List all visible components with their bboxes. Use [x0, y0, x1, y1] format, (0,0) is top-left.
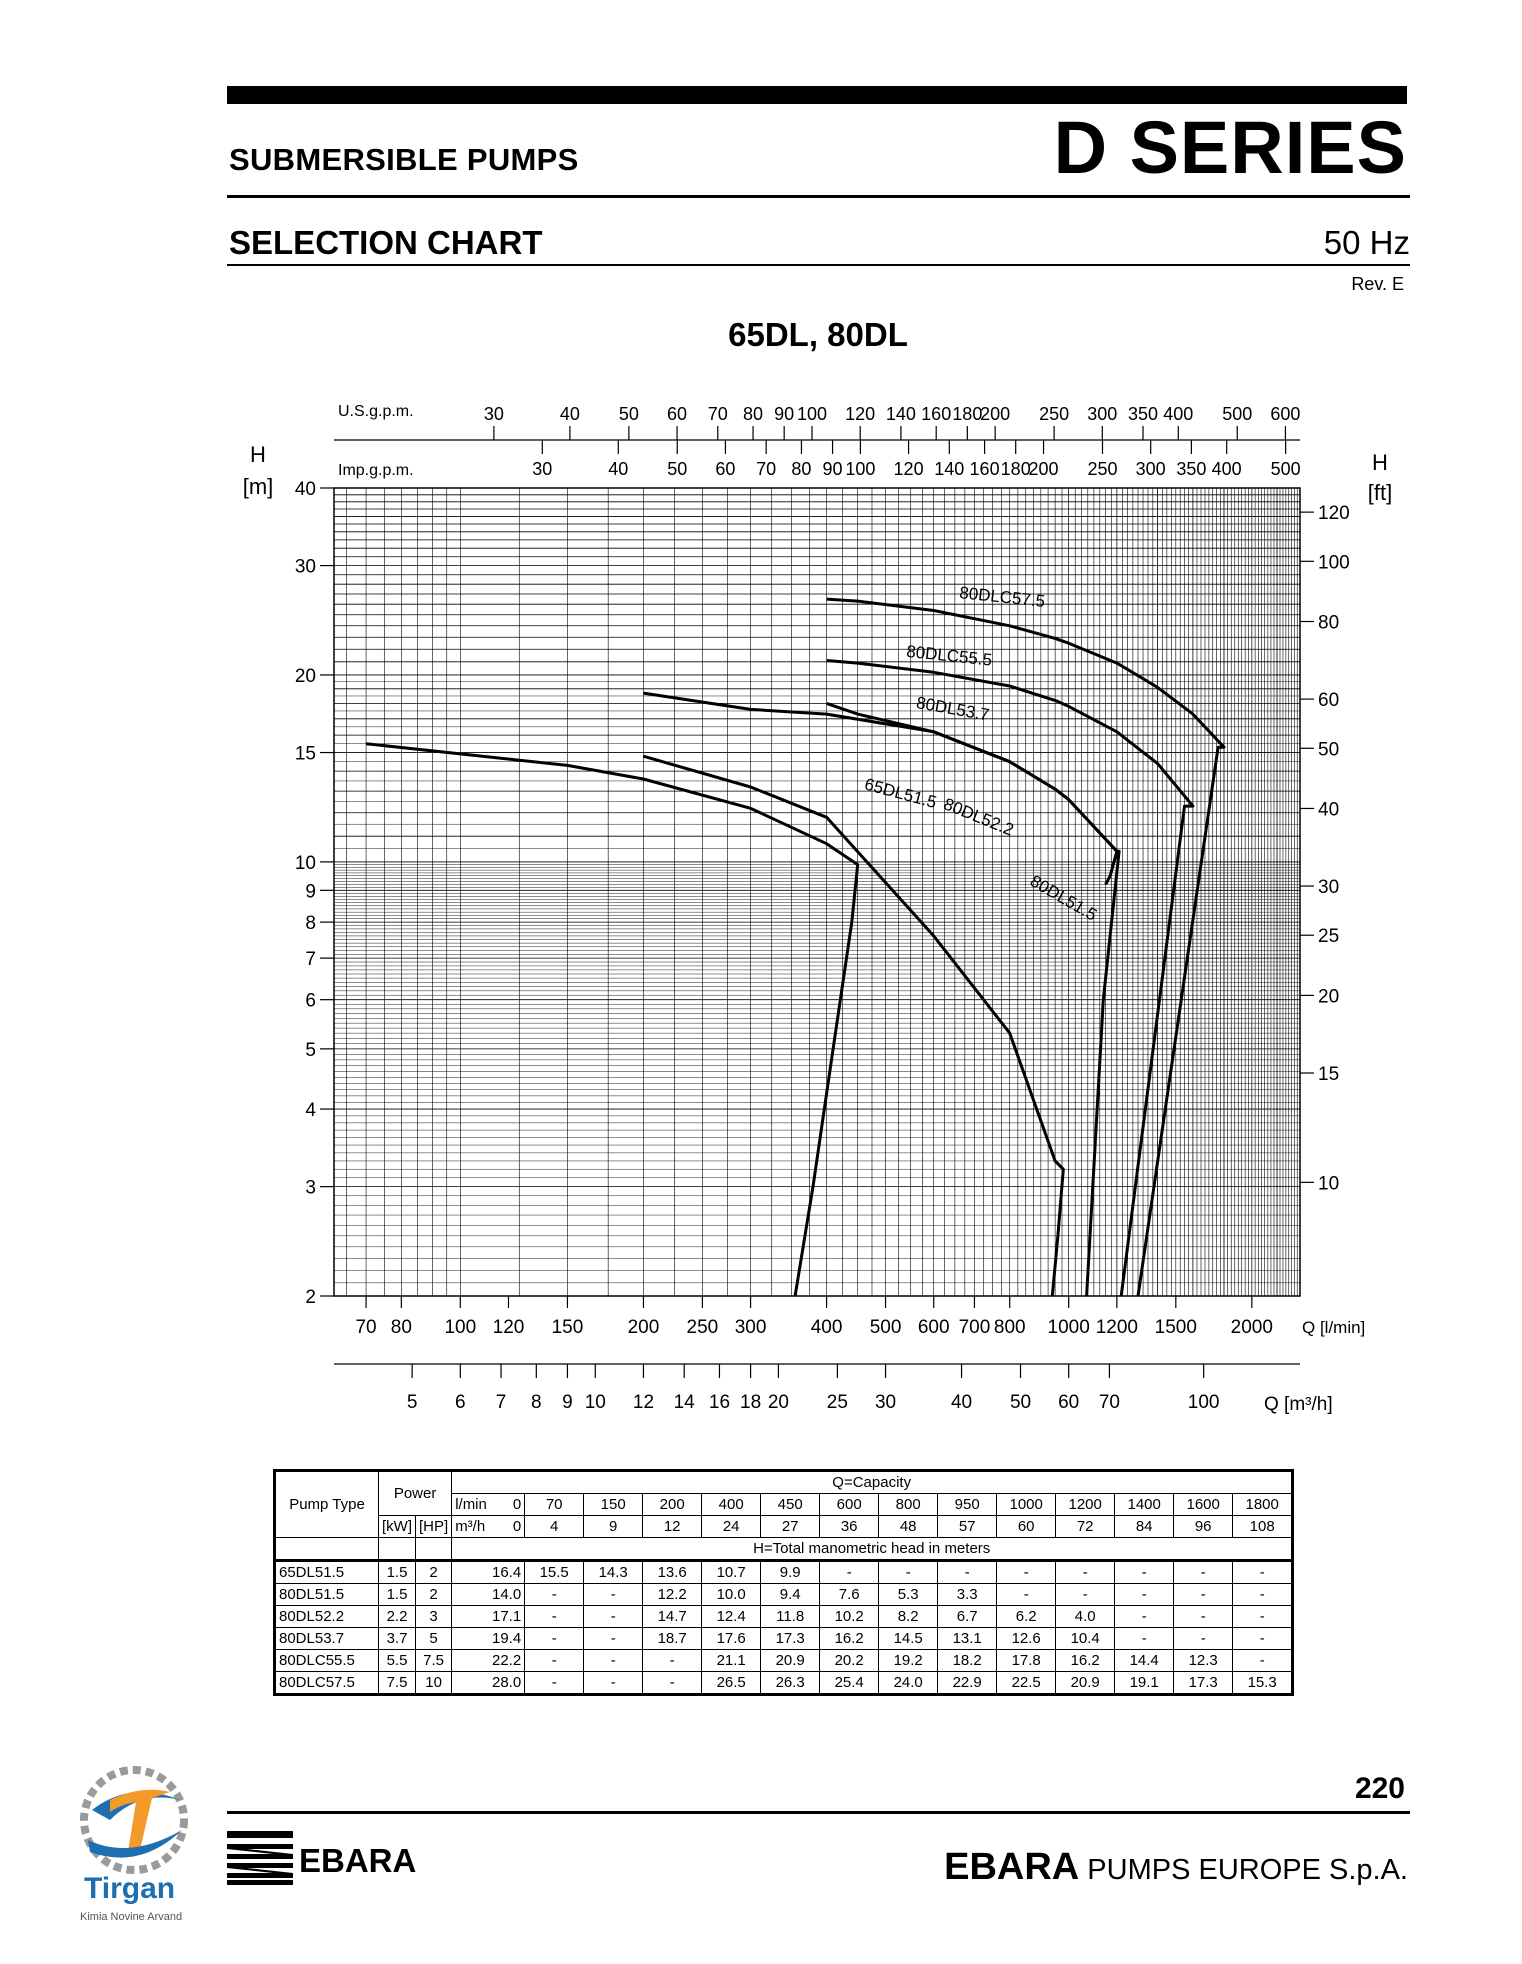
m3h-cell: 60 [997, 1516, 1056, 1538]
head-cell: - [1174, 1628, 1233, 1650]
y-right-tick-label: 120 [1318, 503, 1350, 525]
series-label: 80DLC55.5 [905, 641, 993, 670]
usgpm-tick-label: 160 [921, 404, 952, 424]
head-label: H=Total manometric head in meters [452, 1538, 1293, 1561]
lmin-cell: 150 [584, 1494, 643, 1516]
m3h-cell: 36 [820, 1516, 879, 1538]
lmin-cell: 0 [508, 1494, 525, 1516]
head-cell: 15.5 [525, 1561, 584, 1584]
y-right-tick-label: 25 [1318, 926, 1340, 948]
head-cell: - [525, 1628, 584, 1650]
head-cell: - [1233, 1628, 1293, 1650]
impgpm-tick-label: 100 [845, 459, 876, 479]
head-cell: 3.3 [938, 1584, 997, 1606]
head-cell: 28.0 [452, 1672, 525, 1695]
x-lmin-tick-label: 600 [917, 1317, 950, 1338]
head-cell: 19.2 [879, 1650, 938, 1672]
x-m3h-tick-label: 12 [632, 1392, 655, 1413]
y-left-axis-unit: [m] [242, 474, 274, 499]
impgpm-tick-label: 70 [756, 459, 777, 479]
head-cell: - [820, 1561, 879, 1584]
x-m3h-axis-label: Q [m³/h] [1264, 1394, 1333, 1415]
m3h-cell: 27 [761, 1516, 820, 1538]
impgpm-tick-label: 200 [1028, 459, 1059, 479]
y-left-axis-label: H [250, 442, 266, 467]
head-cell: 12.4 [702, 1606, 761, 1628]
head-cell: 14.3 [584, 1561, 643, 1584]
impgpm-tick-label: 60 [715, 459, 736, 479]
lmin-cell: 1800 [1233, 1494, 1293, 1516]
head-cell: 19.1 [1115, 1672, 1174, 1695]
x-lmin-tick-label: 150 [551, 1317, 584, 1338]
head-cell: - [1056, 1561, 1115, 1584]
head-cell: 22.5 [997, 1672, 1056, 1695]
head-cell: 14.4 [1115, 1650, 1174, 1672]
lmin-cell: 70 [525, 1494, 584, 1516]
x-m3h-tick-label: 14 [673, 1392, 695, 1413]
pump-type-cell: 80DLC55.5 [275, 1650, 379, 1672]
table-row [275, 1650, 1293, 1672]
impgpm-tick-label: 30 [532, 459, 553, 479]
head-cell: 20.2 [820, 1650, 879, 1672]
impgpm-tick-label: 40 [608, 459, 629, 479]
head-cell: 17.3 [761, 1628, 820, 1650]
x-lmin-tick-label: 300 [734, 1317, 767, 1338]
usgpm-tick-label: 500 [1222, 404, 1253, 424]
head-cell: - [643, 1672, 702, 1695]
usgpm-tick-label: 80 [743, 404, 764, 424]
y-right-tick-label: 100 [1318, 552, 1350, 574]
m3h-cell: 48 [879, 1516, 938, 1538]
x-m3h-tick-label: 70 [1098, 1392, 1120, 1413]
section-title: SELECTION CHART [229, 224, 543, 261]
head-cell: 8.2 [879, 1606, 938, 1628]
y-left-tick-label: 30 [294, 556, 316, 578]
table-row [275, 1628, 1293, 1650]
x-m3h-tick-label: 50 [1009, 1392, 1032, 1413]
usgpm-tick-label: 350 [1127, 404, 1159, 424]
impgpm-tick-label: 120 [893, 459, 924, 479]
x-lmin-tick-label: 500 [869, 1317, 902, 1338]
head-cell: 14.0 [452, 1584, 525, 1606]
x-m3h-tick-label: 16 [708, 1392, 731, 1413]
head-cell: 12.3 [1174, 1650, 1233, 1672]
m3h-label: m³/h [452, 1516, 509, 1538]
x-lmin-tick-label: 100 [444, 1317, 477, 1338]
head-cell: 10.0 [702, 1584, 761, 1606]
head-cell: 18.2 [938, 1650, 997, 1672]
capacity-header: Q=Capacity [452, 1471, 1293, 1494]
head-cell: 16.2 [820, 1628, 879, 1650]
kw-cell: 2.2 [379, 1606, 416, 1628]
head-cell: - [525, 1672, 584, 1695]
head-cell: 10.4 [1056, 1628, 1115, 1650]
head-cell: 15.3 [1233, 1672, 1293, 1695]
lmin-cell: 1600 [1174, 1494, 1233, 1516]
x-lmin-tick-label: 120 [492, 1317, 525, 1338]
svg-text:Tirgan: Tirgan [84, 1872, 176, 1905]
head-cell: - [1115, 1628, 1174, 1650]
revision-label: Rev. E [1351, 274, 1404, 294]
footer-rule [227, 1811, 1410, 1814]
blank-cell [275, 1538, 379, 1561]
kw-cell: 5.5 [379, 1650, 416, 1672]
m3h-cell: 84 [1115, 1516, 1174, 1538]
x-m3h-tick-label: 9 [562, 1392, 573, 1413]
m3h-cell: 0 [508, 1516, 525, 1538]
usgpm-axis-label: U.S.g.p.m. [338, 403, 414, 420]
usgpm-tick-label: 50 [618, 404, 639, 424]
page-number: 220 [1354, 1772, 1405, 1805]
impgpm-tick-label: 80 [791, 459, 812, 479]
x-lmin-tick-label: 1500 [1154, 1317, 1197, 1338]
x-m3h-tick-label: 8 [531, 1392, 542, 1413]
series-title: D SERIES [1053, 106, 1407, 189]
x-m3h-tick-label: 5 [406, 1392, 418, 1413]
usgpm-tick-label: 30 [483, 404, 504, 424]
lmin-cell: 800 [879, 1494, 938, 1516]
head-cell: 12.6 [997, 1628, 1056, 1650]
lmin-cell: 600 [820, 1494, 879, 1516]
hp-cell: 2 [416, 1584, 452, 1606]
pump-type-cell: 80DL51.5 [275, 1584, 379, 1606]
head-cell: 16.2 [1056, 1650, 1115, 1672]
usgpm-tick-label: 400 [1163, 404, 1194, 424]
usgpm-tick-label: 140 [885, 404, 916, 424]
head-cell: 13.1 [938, 1628, 997, 1650]
lmin-cell: 450 [761, 1494, 820, 1516]
head-cell: 12.2 [643, 1584, 702, 1606]
head-cell: 6.7 [938, 1606, 997, 1628]
ebara-logo [227, 1830, 427, 1886]
usgpm-tick-label: 250 [1039, 404, 1070, 424]
y-right-axis-unit: [ft] [1367, 480, 1393, 505]
m3h-cell: 108 [1233, 1516, 1293, 1538]
m3h-cell: 9 [584, 1516, 643, 1538]
impgpm-tick-label: 250 [1087, 459, 1118, 479]
head-cell: - [525, 1606, 584, 1628]
x-lmin-tick-label: 800 [993, 1317, 1026, 1338]
head-cell: - [1115, 1584, 1174, 1606]
impgpm-tick-label: 90 [822, 459, 843, 479]
head-cell: - [997, 1584, 1056, 1606]
page-subtitle: SUBMERSIBLE PUMPS [229, 142, 579, 177]
table-row [275, 1584, 1293, 1606]
m3h-cell: 24 [702, 1516, 761, 1538]
usgpm-tick-label: 60 [667, 404, 688, 424]
y-right-tick-label: 60 [1318, 690, 1340, 712]
x-m3h-tick-label: 10 [584, 1392, 606, 1413]
frequency-label: 50 Hz [1323, 224, 1410, 261]
table-header-row [275, 1471, 1293, 1494]
pump-type-cell: 80DL53.7 [275, 1628, 379, 1650]
head-cell: 10.7 [702, 1561, 761, 1584]
company-brand: EBARA [944, 1846, 1080, 1888]
m3h-cell: 4 [525, 1516, 584, 1538]
pump-type-cell: 80DLC57.5 [275, 1672, 379, 1695]
usgpm-tick-label: 180 [952, 404, 983, 424]
company-rest: PUMPS EUROPE S.p.A. [1079, 1854, 1408, 1886]
x-m3h-tick-label: 30 [874, 1392, 897, 1413]
kw-cell: 1.5 [379, 1561, 416, 1584]
svg-text:EBARA: EBARA [299, 1842, 417, 1879]
head-cell: 6.2 [997, 1606, 1056, 1628]
head-cell: 20.9 [761, 1650, 820, 1672]
svg-text:Kimia Novine Arvand: Kimia Novine Arvand [80, 1911, 183, 1923]
usgpm-tick-label: 200 [980, 404, 1011, 424]
head-cell: - [525, 1650, 584, 1672]
head-cell: 16.4 [452, 1561, 525, 1584]
head-cell: - [1233, 1606, 1293, 1628]
y-right-tick-label: 20 [1318, 986, 1340, 1008]
head-cell: - [1174, 1561, 1233, 1584]
x-m3h-tick-label: 100 [1187, 1392, 1220, 1413]
y-left-tick-label: 6 [305, 990, 316, 1012]
hp-cell: 3 [416, 1606, 452, 1628]
series-label: 80DL53.7 [914, 693, 991, 725]
usgpm-tick-label: 90 [774, 404, 795, 424]
head-cell: - [1233, 1584, 1293, 1606]
head-cell: 20.9 [1056, 1672, 1115, 1695]
head-cell: 14.7 [643, 1606, 702, 1628]
y-left-tick-label: 5 [305, 1039, 316, 1061]
head-cell: 22.2 [452, 1650, 525, 1672]
footer-company [944, 1846, 1408, 1889]
impgpm-tick-label: 500 [1270, 459, 1301, 479]
table-row [275, 1606, 1293, 1628]
kw-cell: 1.5 [379, 1584, 416, 1606]
impgpm-tick-label: 160 [969, 459, 1000, 479]
head-cell: 17.6 [702, 1628, 761, 1650]
blank-cell [379, 1538, 416, 1561]
head-cell: 22.9 [938, 1672, 997, 1695]
kw-header: [kW] [379, 1516, 416, 1538]
impgpm-tick-label: 50 [667, 459, 688, 479]
impgpm-tick-label: 350 [1176, 459, 1207, 479]
head-cell: 9.9 [761, 1561, 820, 1584]
head-cell: - [525, 1584, 584, 1606]
y-right-tick-label: 30 [1318, 877, 1340, 899]
x-lmin-tick-label: 80 [390, 1317, 412, 1338]
lmin-cell: 1400 [1115, 1494, 1174, 1516]
m3h-cell: 72 [1056, 1516, 1115, 1538]
y-left-tick-label: 7 [305, 949, 316, 971]
series-line [366, 744, 858, 1296]
chart-heading: 65DL, 80DL [728, 316, 908, 353]
head-cell: - [1115, 1561, 1174, 1584]
table-header-row [275, 1516, 1293, 1538]
usgpm-tick-label: 300 [1087, 404, 1118, 424]
table-row [275, 1672, 1293, 1695]
lmin-cell: 200 [643, 1494, 702, 1516]
head-cell: 17.3 [1174, 1672, 1233, 1695]
head-cell: 26.5 [702, 1672, 761, 1695]
head-cell: - [1233, 1561, 1293, 1584]
x-m3h-tick-label: 60 [1058, 1392, 1080, 1413]
x-lmin-tick-label: 2000 [1230, 1317, 1273, 1338]
y-right-tick-label: 40 [1318, 799, 1340, 821]
x-lmin-tick-label: 1200 [1095, 1317, 1138, 1338]
pump-type-cell: 65DL51.5 [275, 1561, 379, 1584]
y-left-tick-label: 8 [305, 913, 316, 935]
y-right-tick-label: 80 [1318, 612, 1340, 634]
performance-table [273, 1469, 1294, 1696]
impgpm-tick-label: 300 [1135, 459, 1166, 479]
pump-type-header: Pump Type [275, 1471, 379, 1538]
usgpm-tick-label: 100 [796, 404, 828, 424]
impgpm-axis-label: Imp.g.p.m. [338, 462, 414, 479]
lmin-cell: 1200 [1056, 1494, 1115, 1516]
hp-cell: 2 [416, 1561, 452, 1584]
y-left-tick-label: 9 [305, 881, 316, 903]
m3h-cell: 96 [1174, 1516, 1233, 1538]
head-cell: - [1174, 1584, 1233, 1606]
y-left-tick-label: 15 [294, 743, 316, 765]
hp-cell: 10 [416, 1672, 452, 1695]
hp-cell: 7.5 [416, 1650, 452, 1672]
y-right-axis-label: H [1372, 450, 1388, 475]
head-cell: - [584, 1672, 643, 1695]
m3h-cell: 57 [938, 1516, 997, 1538]
x-lmin-tick-label: 1000 [1047, 1317, 1090, 1338]
hp-cell: 5 [416, 1628, 452, 1650]
impgpm-tick-label: 400 [1211, 459, 1242, 479]
impgpm-tick-label: 140 [934, 459, 965, 479]
chart-labels [862, 583, 1100, 925]
head-cell: 26.3 [761, 1672, 820, 1695]
series-label: 80DL52.2 [940, 794, 1017, 840]
kw-cell: 3.7 [379, 1628, 416, 1650]
usgpm-tick-label: 600 [1270, 404, 1301, 424]
head-cell: - [938, 1561, 997, 1584]
head-cell: 5.3 [879, 1584, 938, 1606]
head-cell: 9.4 [761, 1584, 820, 1606]
head-cell: 24.0 [879, 1672, 938, 1695]
table-row [275, 1561, 1293, 1584]
head-cell: - [643, 1650, 702, 1672]
head-cell: 7.6 [820, 1584, 879, 1606]
usgpm-tick-label: 120 [845, 404, 876, 424]
head-cell: 4.0 [1056, 1606, 1115, 1628]
table-header-row [275, 1538, 1293, 1561]
y-left-tick-label: 3 [305, 1177, 316, 1199]
head-cell: 17.8 [997, 1650, 1056, 1672]
y-left-tick-label: 20 [294, 665, 316, 687]
head-cell: - [584, 1606, 643, 1628]
y-left-tick-label: 10 [294, 852, 316, 874]
y-right-tick-label: 50 [1318, 739, 1340, 761]
usgpm-tick-label: 70 [707, 404, 728, 424]
head-cell: 13.6 [643, 1561, 702, 1584]
power-header: Power [379, 1471, 452, 1516]
y-right-tick-label: 15 [1318, 1063, 1340, 1085]
head-cell: 11.8 [761, 1606, 820, 1628]
lmin-cell: 400 [702, 1494, 761, 1516]
blank-cell [416, 1538, 452, 1561]
x-m3h-tick-label: 18 [740, 1392, 762, 1413]
x-lmin-axis-label: Q [l/min] [1302, 1318, 1366, 1337]
head-cell: - [1115, 1606, 1174, 1628]
y-right-tick-label: 10 [1318, 1173, 1340, 1195]
usgpm-tick-label: 40 [559, 404, 580, 424]
m3h-cell: 12 [643, 1516, 702, 1538]
x-lmin-tick-label: 70 [355, 1317, 377, 1338]
x-lmin-tick-label: 700 [958, 1317, 991, 1338]
x-m3h-tick-label: 20 [767, 1392, 789, 1413]
y-left-tick-label: 2 [305, 1287, 316, 1308]
pump-type-cell: 80DL52.2 [275, 1606, 379, 1628]
hp-header: [HP] [416, 1516, 452, 1538]
lmin-cell: 1000 [997, 1494, 1056, 1516]
series-label: 65DL51.5 [862, 774, 939, 813]
y-left-tick-label: 40 [294, 479, 316, 500]
lmin-cell: 950 [938, 1494, 997, 1516]
head-cell: 14.5 [879, 1628, 938, 1650]
head-cell: - [997, 1561, 1056, 1584]
impgpm-tick-label: 180 [1000, 459, 1031, 479]
head-cell: 17.1 [452, 1606, 525, 1628]
lmin-label: l/min [452, 1494, 509, 1516]
performance-table-wrap [273, 1469, 1294, 1696]
x-m3h-tick-label: 6 [455, 1392, 466, 1413]
head-cell: 19.4 [452, 1628, 525, 1650]
head-cell: 21.1 [702, 1650, 761, 1672]
x-m3h-tick-label: 40 [950, 1392, 973, 1413]
head-cell: 18.7 [643, 1628, 702, 1650]
y-left-tick-label: 4 [305, 1100, 316, 1122]
x-m3h-tick-label: 7 [495, 1392, 507, 1413]
head-cell: - [879, 1561, 938, 1584]
series-label: 80DL51.5 [1026, 871, 1101, 925]
head-cell: - [584, 1650, 643, 1672]
x-lmin-tick-label: 250 [686, 1317, 719, 1338]
head-cell: - [1174, 1606, 1233, 1628]
head-cell: - [1233, 1650, 1293, 1672]
head-cell: 10.2 [820, 1606, 879, 1628]
x-lmin-tick-label: 200 [627, 1317, 660, 1338]
head-cell: - [584, 1584, 643, 1606]
head-cell: - [584, 1628, 643, 1650]
tirgan-logo [70, 1760, 200, 1930]
kw-cell: 7.5 [379, 1672, 416, 1695]
x-lmin-tick-label: 400 [810, 1317, 843, 1338]
series-label: 80DLC57.5 [958, 583, 1047, 612]
x-m3h-tick-label: 25 [826, 1392, 848, 1413]
head-cell: 25.4 [820, 1672, 879, 1695]
head-cell: - [1056, 1584, 1115, 1606]
